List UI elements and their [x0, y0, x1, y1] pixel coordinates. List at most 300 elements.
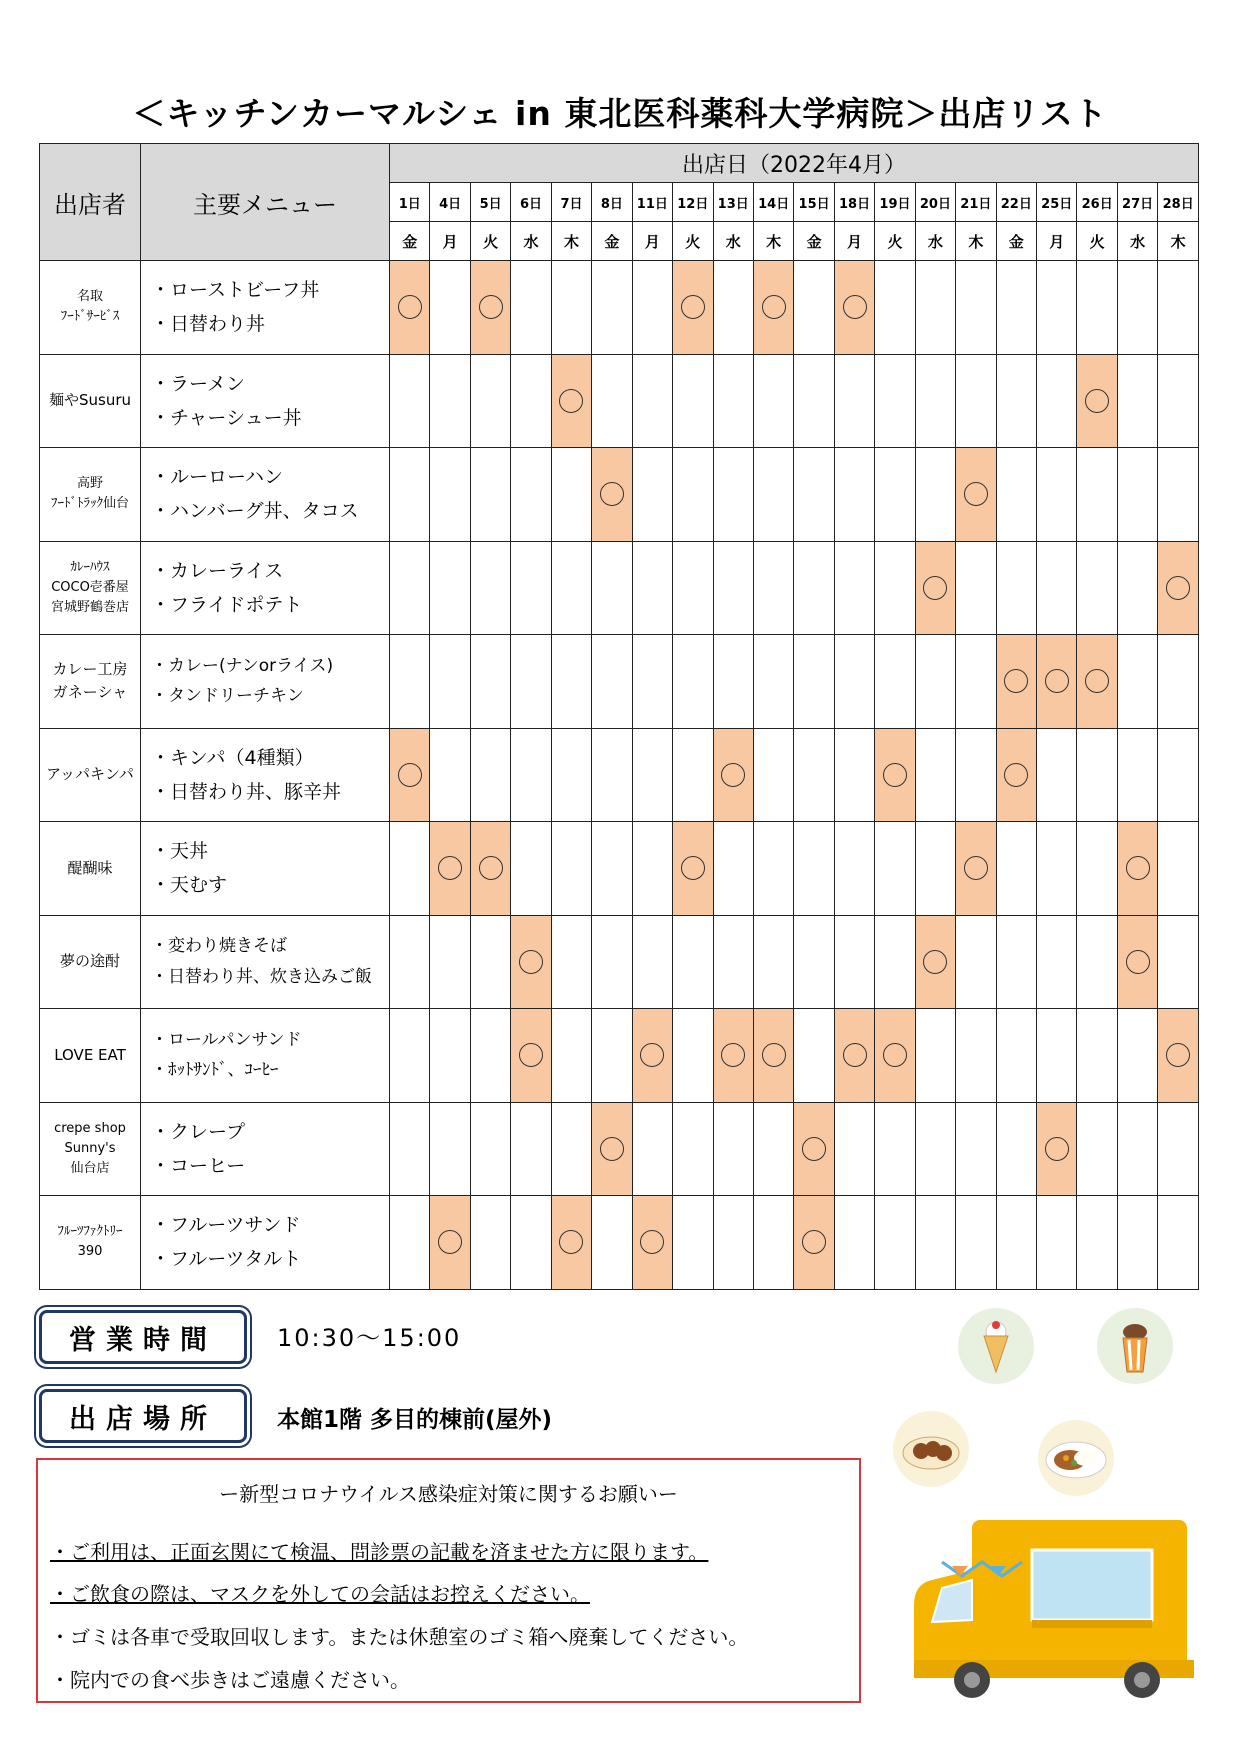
- schedule-cell: [753, 1009, 793, 1103]
- schedule-cell: [753, 541, 793, 635]
- schedule-cell: [956, 448, 996, 542]
- open-mark-icon: [640, 1230, 664, 1254]
- schedule-cell: [632, 1102, 672, 1196]
- schedule-cell: [551, 915, 591, 1009]
- vendor-name-line: 醍醐味: [67, 858, 113, 877]
- schedule-cell: [1037, 1009, 1077, 1103]
- menu-item: ・ﾎｯﾄｻﾝﾄﾞ、ｺｰﾋｰ: [151, 1060, 279, 1081]
- header-vendor: 出店者: [40, 144, 141, 261]
- day-header: 12日: [673, 183, 713, 222]
- schedule-cell: [1037, 1102, 1077, 1196]
- open-mark-icon: [681, 856, 705, 880]
- schedule-cell: [390, 1009, 430, 1103]
- schedule-cell: [996, 261, 1036, 355]
- schedule-cell: [1158, 635, 1199, 729]
- schedule-cell: [753, 822, 793, 916]
- menu-item: ・クレープ: [151, 1120, 246, 1143]
- schedule-cell: [390, 1102, 430, 1196]
- schedule-cell: [753, 448, 793, 542]
- schedule-cell: [753, 1102, 793, 1196]
- schedule-cell: [875, 1196, 915, 1290]
- schedule-cell: [632, 354, 672, 448]
- schedule-cell: [390, 541, 430, 635]
- schedule-cell: [390, 1196, 430, 1290]
- schedule-cell: [551, 448, 591, 542]
- vendor-row: [40, 635, 1199, 729]
- vendor-name-line: LOVE EAT: [54, 1045, 126, 1064]
- schedule-cell: [713, 261, 753, 355]
- schedule-cell: [794, 354, 834, 448]
- schedule-cell: [430, 448, 470, 542]
- day-header: 27日: [1117, 183, 1157, 222]
- schedule-cell: [470, 635, 510, 729]
- schedule-cell: [996, 1102, 1036, 1196]
- schedule-cell: [511, 1102, 551, 1196]
- schedule-cell: [713, 354, 753, 448]
- vendor-name-line: ｶﾚｰﾊｳｽ: [70, 559, 110, 575]
- schedule-cell: [915, 1102, 955, 1196]
- weekday-header: 月: [834, 222, 874, 261]
- menu-cell: [141, 354, 390, 448]
- schedule-cell: [753, 1196, 793, 1290]
- schedule-cell: [592, 1196, 632, 1290]
- schedule-cell: [1077, 915, 1117, 1009]
- schedule-cell: [470, 541, 510, 635]
- open-mark-icon: [1085, 389, 1109, 413]
- schedule-cell: [1158, 1102, 1199, 1196]
- schedule-cell: [1117, 448, 1157, 542]
- schedule-cell: [551, 1102, 591, 1196]
- schedule-cell: [713, 915, 753, 1009]
- vendor-name-line: 390: [77, 1244, 103, 1260]
- schedule-cell: [673, 1196, 713, 1290]
- weekday-header: 火: [1077, 222, 1117, 261]
- schedule-cell: [1158, 822, 1199, 916]
- schedule-cell: [956, 822, 996, 916]
- day-header: 26日: [1077, 183, 1117, 222]
- schedule-cell: [1037, 915, 1077, 1009]
- schedule-cell: [713, 1102, 753, 1196]
- day-header: 19日: [875, 183, 915, 222]
- hours-label: 営業時間: [39, 1310, 247, 1364]
- vendor-name: [40, 261, 141, 355]
- open-mark-icon: [1045, 1137, 1069, 1161]
- schedule-cell: [875, 728, 915, 822]
- schedule-cell: [1158, 354, 1199, 448]
- schedule-cell: [956, 1102, 996, 1196]
- notice-title: ー新型コロナウイルス感染症対策に関するお願いー: [219, 1482, 678, 1506]
- vendor-row: [40, 1102, 1199, 1196]
- vendor-row: [40, 728, 1199, 822]
- schedule-cell: [592, 541, 632, 635]
- open-mark-icon: [923, 950, 947, 974]
- schedule-cell: [875, 541, 915, 635]
- open-mark-icon: [1166, 1043, 1190, 1067]
- schedule-cell: [794, 1102, 834, 1196]
- schedule-cell: [713, 635, 753, 729]
- vendor-name-line: ﾌｰﾄﾞｻｰﾋﾞｽ: [60, 309, 120, 325]
- schedule-cell: [1117, 1102, 1157, 1196]
- schedule-cell: [632, 1009, 672, 1103]
- weekday-header: 水: [511, 222, 551, 261]
- schedule-cell: [915, 728, 955, 822]
- schedule-cell: [1117, 915, 1157, 1009]
- vendor-name-line: 高野: [76, 476, 103, 492]
- vendor-name: [40, 728, 141, 822]
- schedule-cell: [430, 915, 470, 1009]
- menu-item: ・ロールパンサンド: [151, 1029, 302, 1050]
- menu-item: ・ローストビーフ丼: [151, 279, 320, 302]
- schedule-cell: [1077, 1009, 1117, 1103]
- schedule-cell: [834, 915, 874, 1009]
- schedule-cell: [875, 1009, 915, 1103]
- menu-item: ・天むす: [151, 874, 228, 897]
- schedule-cell: [1077, 728, 1117, 822]
- schedule-cell: [956, 915, 996, 1009]
- schedule-cell: [1077, 1102, 1117, 1196]
- schedule-cell: [915, 1009, 955, 1103]
- menu-cell: [141, 541, 390, 635]
- schedule-cell: [834, 541, 874, 635]
- schedule-cell: [430, 1009, 470, 1103]
- schedule-cell: [592, 354, 632, 448]
- schedule-cell: [430, 354, 470, 448]
- schedule-cell: [390, 728, 430, 822]
- schedule-cell: [1158, 448, 1199, 542]
- schedule-cell: [632, 915, 672, 1009]
- schedule-cell: [1037, 635, 1077, 729]
- schedule-cell: [834, 354, 874, 448]
- schedule-cell: [753, 635, 793, 729]
- schedule-cell: [915, 354, 955, 448]
- day-header: 21日: [956, 183, 996, 222]
- schedule-cell: [794, 1009, 834, 1103]
- schedule-cell: [592, 822, 632, 916]
- day-header: 20日: [915, 183, 955, 222]
- schedule-cell: [956, 261, 996, 355]
- day-header: 14日: [753, 183, 793, 222]
- schedule-cell: [673, 541, 713, 635]
- day-header: 8日: [592, 183, 632, 222]
- open-mark-icon: [559, 1230, 583, 1254]
- vendor-name-line: Sunny's: [64, 1140, 116, 1156]
- schedule-cell: [592, 635, 632, 729]
- day-header: 7日: [551, 183, 591, 222]
- vendor-name-line: 仙台店: [70, 1160, 110, 1176]
- schedule-cell: [632, 635, 672, 729]
- vendor-name-line: 宮城野鶴巻店: [50, 599, 129, 615]
- schedule-cell: [915, 261, 955, 355]
- day-header: 4日: [430, 183, 470, 222]
- schedule-cell: [1158, 541, 1199, 635]
- schedule-cell: [390, 448, 430, 542]
- day-header: 5日: [470, 183, 510, 222]
- schedule-cell: [511, 1196, 551, 1290]
- schedule-cell: [592, 1009, 632, 1103]
- schedule-cell: [1158, 1009, 1199, 1103]
- menu-item: ・チャーシュー丼: [151, 406, 302, 429]
- schedule-cell: [632, 448, 672, 542]
- schedule-cell: [430, 728, 470, 822]
- page-title: ＜キッチンカーマルシェ in 東北医科薬科大学病院＞出店リスト: [132, 94, 1108, 133]
- schedule-cell: [1037, 261, 1077, 355]
- schedule-cell: [511, 915, 551, 1009]
- weekday-header: 金: [996, 222, 1036, 261]
- schedule-cell: [1158, 915, 1199, 1009]
- open-mark-icon: [1004, 763, 1028, 787]
- schedule-cell: [390, 915, 430, 1009]
- menu-item: ・フルーツサンド: [151, 1214, 301, 1237]
- schedule-cell: [470, 1102, 510, 1196]
- schedule-cell: [511, 728, 551, 822]
- schedule-cell: [834, 635, 874, 729]
- menu-item: ・日替わり丼、炊き込みご飯: [151, 966, 372, 987]
- vendor-name: [40, 1102, 141, 1196]
- open-mark-icon: [883, 763, 907, 787]
- open-mark-icon: [479, 295, 503, 319]
- drink-icon: [1097, 1308, 1173, 1384]
- day-header: 22日: [996, 183, 1036, 222]
- schedule-cell: [430, 822, 470, 916]
- menu-cell: [141, 822, 390, 916]
- schedule-cell: [996, 354, 1036, 448]
- weekday-header: 水: [1117, 222, 1157, 261]
- menu-item: ・日替わり丼: [151, 313, 266, 336]
- schedule-cell: [713, 822, 753, 916]
- schedule-cell: [1077, 635, 1117, 729]
- open-mark-icon: [438, 856, 462, 880]
- schedule-cell: [1117, 728, 1157, 822]
- schedule-cell: [1077, 541, 1117, 635]
- schedule-cell: [673, 635, 713, 729]
- open-mark-icon: [438, 1230, 462, 1254]
- vendor-name: [40, 1196, 141, 1290]
- open-mark-icon: [398, 295, 422, 319]
- schedule-cell: [875, 354, 915, 448]
- schedule-cell: [632, 1196, 672, 1290]
- schedule-cell: [673, 728, 713, 822]
- weekday-header: 水: [713, 222, 753, 261]
- open-mark-icon: [1045, 669, 1069, 693]
- schedule-cell: [996, 728, 1036, 822]
- schedule-cell: [551, 822, 591, 916]
- schedule-cell: [592, 448, 632, 542]
- vendor-name-line: ﾌﾙｰﾂﾌｧｸﾄﾘｰ: [57, 1224, 123, 1240]
- open-mark-icon: [479, 856, 503, 880]
- food-truck-icon: [902, 1510, 1202, 1700]
- schedule-cell: [470, 1196, 510, 1290]
- schedule-cell: [592, 915, 632, 1009]
- schedule-cell: [713, 448, 753, 542]
- schedule-cell: [996, 1196, 1036, 1290]
- weekday-header: 金: [794, 222, 834, 261]
- schedule-cell: [632, 541, 672, 635]
- menu-cell: [141, 448, 390, 542]
- menu-cell: [141, 1009, 390, 1103]
- open-mark-icon: [1085, 669, 1109, 693]
- vendor-name: [40, 448, 141, 542]
- schedule-cell: [430, 1102, 470, 1196]
- menu-cell: [141, 1196, 390, 1290]
- open-mark-icon: [923, 576, 947, 600]
- vendor-name: [40, 915, 141, 1009]
- schedule-cell: [1077, 822, 1117, 916]
- schedule-cell: [794, 1196, 834, 1290]
- schedule-cell: [996, 635, 1036, 729]
- open-mark-icon: [681, 295, 705, 319]
- schedule-cell: [390, 261, 430, 355]
- place-label: 出店場所: [39, 1389, 247, 1443]
- menu-cell: [141, 1102, 390, 1196]
- schedule-cell: [713, 541, 753, 635]
- schedule-cell: [390, 635, 430, 729]
- day-header: 15日: [794, 183, 834, 222]
- schedule-cell: [430, 635, 470, 729]
- schedule-cell: [632, 728, 672, 822]
- day-header: 13日: [713, 183, 753, 222]
- menu-cell: [141, 728, 390, 822]
- schedule-cell: [915, 915, 955, 1009]
- curry-icon: [1038, 1420, 1114, 1496]
- open-mark-icon: [519, 1043, 543, 1067]
- schedule-cell: [834, 822, 874, 916]
- schedule-cell: [511, 448, 551, 542]
- schedule-cell: [673, 261, 713, 355]
- weekday-header: 月: [430, 222, 470, 261]
- schedule-cell: [1158, 728, 1199, 822]
- schedule-cell: [592, 261, 632, 355]
- notice-item: ・ご利用は、正面玄関にて検温、問診票の記載を済ませた方に限ります。: [50, 1540, 709, 1564]
- schedule-cell: [875, 448, 915, 542]
- schedule-cell: [956, 541, 996, 635]
- vendor-name-line: アッパキンパ: [46, 765, 134, 784]
- vendor-row: [40, 261, 1199, 355]
- schedule-cell: [470, 1009, 510, 1103]
- schedule-cell: [915, 448, 955, 542]
- vendor-name-line: 夢の途酎: [59, 952, 120, 971]
- vendor-name: [40, 822, 141, 916]
- schedule-cell: [875, 635, 915, 729]
- weekday-header: 金: [390, 222, 430, 261]
- schedule-cell: [551, 354, 591, 448]
- open-mark-icon: [802, 1137, 826, 1161]
- schedule-cell: [1117, 635, 1157, 729]
- vendor-row: [40, 541, 1199, 635]
- schedule-cell: [1037, 1196, 1077, 1290]
- day-header: 18日: [834, 183, 874, 222]
- weekday-header: 月: [1037, 222, 1077, 261]
- open-mark-icon: [640, 1043, 664, 1067]
- notice-item: ・ご飲食の際は、マスクを外しての会話はお控えください。: [50, 1582, 590, 1606]
- schedule-cell: [875, 1102, 915, 1196]
- schedule-cell: [956, 728, 996, 822]
- menu-item: ・ハンバーグ丼、タコス: [151, 500, 359, 523]
- schedule-cell: [1117, 822, 1157, 916]
- schedule-cell: [834, 1102, 874, 1196]
- schedule-cell: [1117, 354, 1157, 448]
- menu-item: ・カレー(ナンorライス): [151, 655, 334, 676]
- vendor-name-line: ﾌｰﾄﾞﾄﾗｯｸ仙台: [50, 496, 129, 512]
- weekday-header: 金: [592, 222, 632, 261]
- open-mark-icon: [559, 389, 583, 413]
- open-mark-icon: [1166, 576, 1190, 600]
- schedule-cell: [834, 728, 874, 822]
- schedule-cell: [1037, 541, 1077, 635]
- schedule-cell: [430, 261, 470, 355]
- menu-item: ・フルーツタルト: [151, 1248, 302, 1271]
- schedule-cell: [551, 728, 591, 822]
- menu-item: ・タンドリーチキン: [151, 686, 304, 707]
- schedule-cell: [673, 1009, 713, 1103]
- schedule-cell: [1158, 1196, 1199, 1290]
- schedule-cell: [915, 541, 955, 635]
- schedule-cell: [551, 261, 591, 355]
- notice-box: [36, 1458, 861, 1703]
- open-mark-icon: [964, 856, 988, 880]
- schedule-cell: [996, 915, 1036, 1009]
- schedule-cell: [430, 1196, 470, 1290]
- open-mark-icon: [762, 295, 786, 319]
- schedule-cell: [632, 261, 672, 355]
- schedule-cell: [430, 541, 470, 635]
- vendor-name: [40, 635, 141, 729]
- schedule-cell: [632, 822, 672, 916]
- schedule-cell: [956, 1009, 996, 1103]
- day-header: 11日: [632, 183, 672, 222]
- schedule-cell: [511, 354, 551, 448]
- schedule-cell: [551, 541, 591, 635]
- schedule-cell: [1077, 1196, 1117, 1290]
- vendor-name: [40, 354, 141, 448]
- schedule-cell: [996, 822, 1036, 916]
- day-header: 25日: [1037, 183, 1077, 222]
- vendor-row: [40, 1009, 1199, 1103]
- menu-item: ・ルーローハン: [151, 466, 284, 489]
- schedule-cell: [794, 261, 834, 355]
- schedule-cell: [834, 448, 874, 542]
- schedule-cell: [956, 1196, 996, 1290]
- open-mark-icon: [843, 295, 867, 319]
- schedule-cell: [592, 1102, 632, 1196]
- open-mark-icon: [721, 763, 745, 787]
- schedule-cell: [713, 1009, 753, 1103]
- menu-item: ・キンパ（4種類）: [151, 746, 314, 769]
- schedule-cell: [511, 261, 551, 355]
- place-value: 本館1階 多目的棟前(屋外): [277, 1407, 553, 1433]
- notice-item: ・院内での食べ歩きはご遠慮ください。: [50, 1668, 410, 1692]
- schedule-cell: [915, 635, 955, 729]
- vendor-name: [40, 541, 141, 635]
- schedule-cell: [875, 915, 915, 1009]
- schedule-cell: [1117, 1009, 1157, 1103]
- vendor-name-line: COCO壱番屋: [51, 579, 129, 595]
- menu-item: ・フライドポテト: [151, 593, 303, 616]
- schedule-cell: [713, 1196, 753, 1290]
- schedule-cell: [551, 1009, 591, 1103]
- open-mark-icon: [1126, 950, 1150, 974]
- schedule-cell: [1037, 448, 1077, 542]
- schedule-cell: [794, 635, 834, 729]
- weekday-header: 水: [915, 222, 955, 261]
- header-month: 出店日（2022年4月）: [390, 144, 1199, 183]
- menu-item: ・カレーライス: [151, 559, 284, 582]
- schedule-cell: [875, 822, 915, 916]
- weekday-header: 月: [632, 222, 672, 261]
- open-mark-icon: [883, 1043, 907, 1067]
- schedule-cell: [511, 541, 551, 635]
- open-mark-icon: [398, 763, 422, 787]
- schedule-cell: [390, 354, 430, 448]
